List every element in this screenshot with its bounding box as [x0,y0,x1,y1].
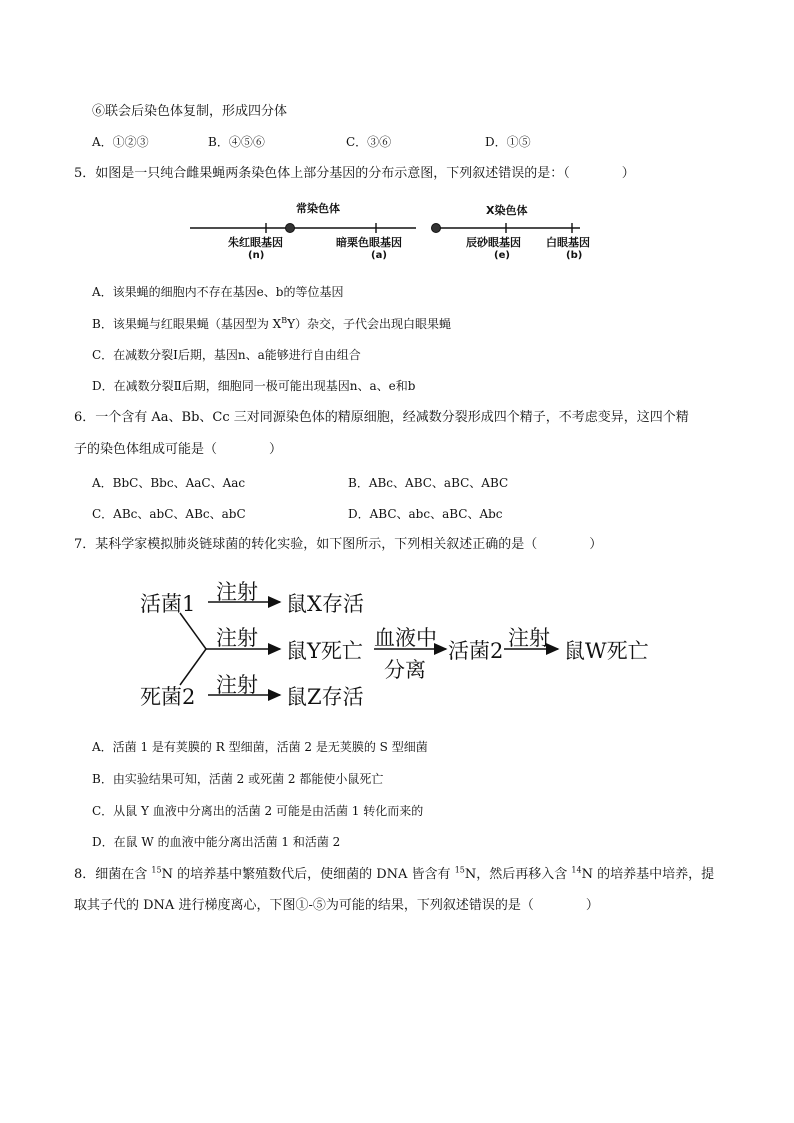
q4-statement-6: ⑥联会后染色体复制，形成四分体 [92,104,288,119]
inject-label-4: 注射 [216,673,258,697]
gene-n-symbol: (n) [248,250,265,261]
mouse-y-dies: 鼠Y死亡 [286,639,363,663]
branch-line-top [180,613,206,649]
separate-label: 分离 [384,658,426,682]
x-centromere [432,224,441,233]
transformation-flow-diagram [130,576,670,716]
q7-option-d: D．在鼠 W 的血液中能分离出活菌 1 和活菌 2 [92,835,341,849]
q7-stem: 7．某科学家模拟肺炎链球菌的转化实验，如下图所示，下列相关叙述正确的是（ ） [74,537,603,552]
q5-stem: 5．如图是一只纯合雌果蝇两条染色体上部分基因的分布示意图，下列叙述错误的是：（ ） [74,166,635,181]
q8-stem-line1: 8．细菌在含 $^{15}$N 的培养基中繁殖数代后，使细菌的 DNA 皆含有 $^{15}$N，然后再移入含 $^{14}$N 的培养基中培养，提 [74,865,715,882]
q6-option-b: B．ABc、ABC、aBC、ABC [348,476,509,490]
chromosome-lines [180,196,610,268]
q6-option-d: D．ABC、abc、aBC、Abc [348,507,503,521]
q6-stem-line2: 子的染色体组成可能是（ ） [74,442,283,457]
dead-bacteria-2: 死菌2 [140,685,196,709]
mouse-x-survives: 鼠X存活 [286,592,364,616]
q4-option-d: D．①⑤ [485,135,531,149]
q5-option-c: C．在减数分裂Ⅰ后期，基因n、a能够进行自由组合 [92,348,361,362]
gene-b-symbol: (b) [566,250,583,261]
autosome-title: 常染色体 [296,202,340,215]
q6-option-c: C．ABc、abC、ABc、abC [92,507,246,521]
chromosome-diagram [180,196,610,268]
q6-option-a: A．BbC、Bbc、AaC、Aac [92,476,246,490]
live-bacteria-2: 活菌2 [448,639,504,663]
gene-a-label: 暗栗色眼基因 [336,236,402,249]
mouse-w-dies: 鼠W死亡 [564,639,649,663]
inject-label-2: 注射 [216,626,258,650]
inject-label-3: 注射 [508,626,550,650]
mouse-z-survives: 鼠Z存活 [286,685,364,709]
gene-e-symbol: (e) [494,250,510,261]
autosome-centromere [286,224,295,233]
q4-option-b: B．④⑤⑥ [208,135,265,149]
q7-option-c: C．从鼠 Y 血液中分离出的活菌 2 可能是由活菌 1 转化而来的 [92,804,424,818]
q8-stem-line2: 取其子代的 DNA 进行梯度离心，下图①-⑤为可能的结果，下列叙述错误的是（ ） [74,898,599,913]
live-bacteria-1: 活菌1 [140,592,196,616]
q5-option-a: A．该果蝇的细胞内不存在基因e、b的等位基因 [92,285,344,299]
q4-option-a: A．①②③ [92,135,149,149]
q4-option-c: C．③⑥ [346,135,392,149]
q5-option-d: D．在减数分裂Ⅱ后期，细胞同一极可能出现基因n、a、e和b [92,379,416,393]
gene-a-symbol: (a) [371,250,387,261]
gene-b-label: 白眼基因 [546,236,590,249]
x-chromosome-title: X染色体 [486,204,528,217]
blood-label: 血液中 [374,626,437,650]
q6-stem-line1: 6．一个含有 Aa、Bb、Cc 三对同源染色体的精原细胞，经减数分裂形成四个精子，不考虑变异，这四个精 [74,410,689,425]
branch-line-bottom [180,649,206,685]
inject-label-1: 注射 [216,580,258,604]
gene-n-label: 朱红眼基因 [228,236,283,249]
q5-option-b: B．该果蝇与红眼果蝇（基因型为 $X^BY$）杂交，子代会出现白眼果蝇 [92,316,452,331]
gene-e-label: 辰砂眼基因 [466,236,521,249]
q7-option-b: B．由实验结果可知，活菌 2 或死菌 2 都能使小鼠死亡 [92,772,384,786]
q7-option-a: A．活菌 1 是有荚膜的 R 型细菌，活菌 2 是无荚膜的 S 型细菌 [92,740,428,754]
